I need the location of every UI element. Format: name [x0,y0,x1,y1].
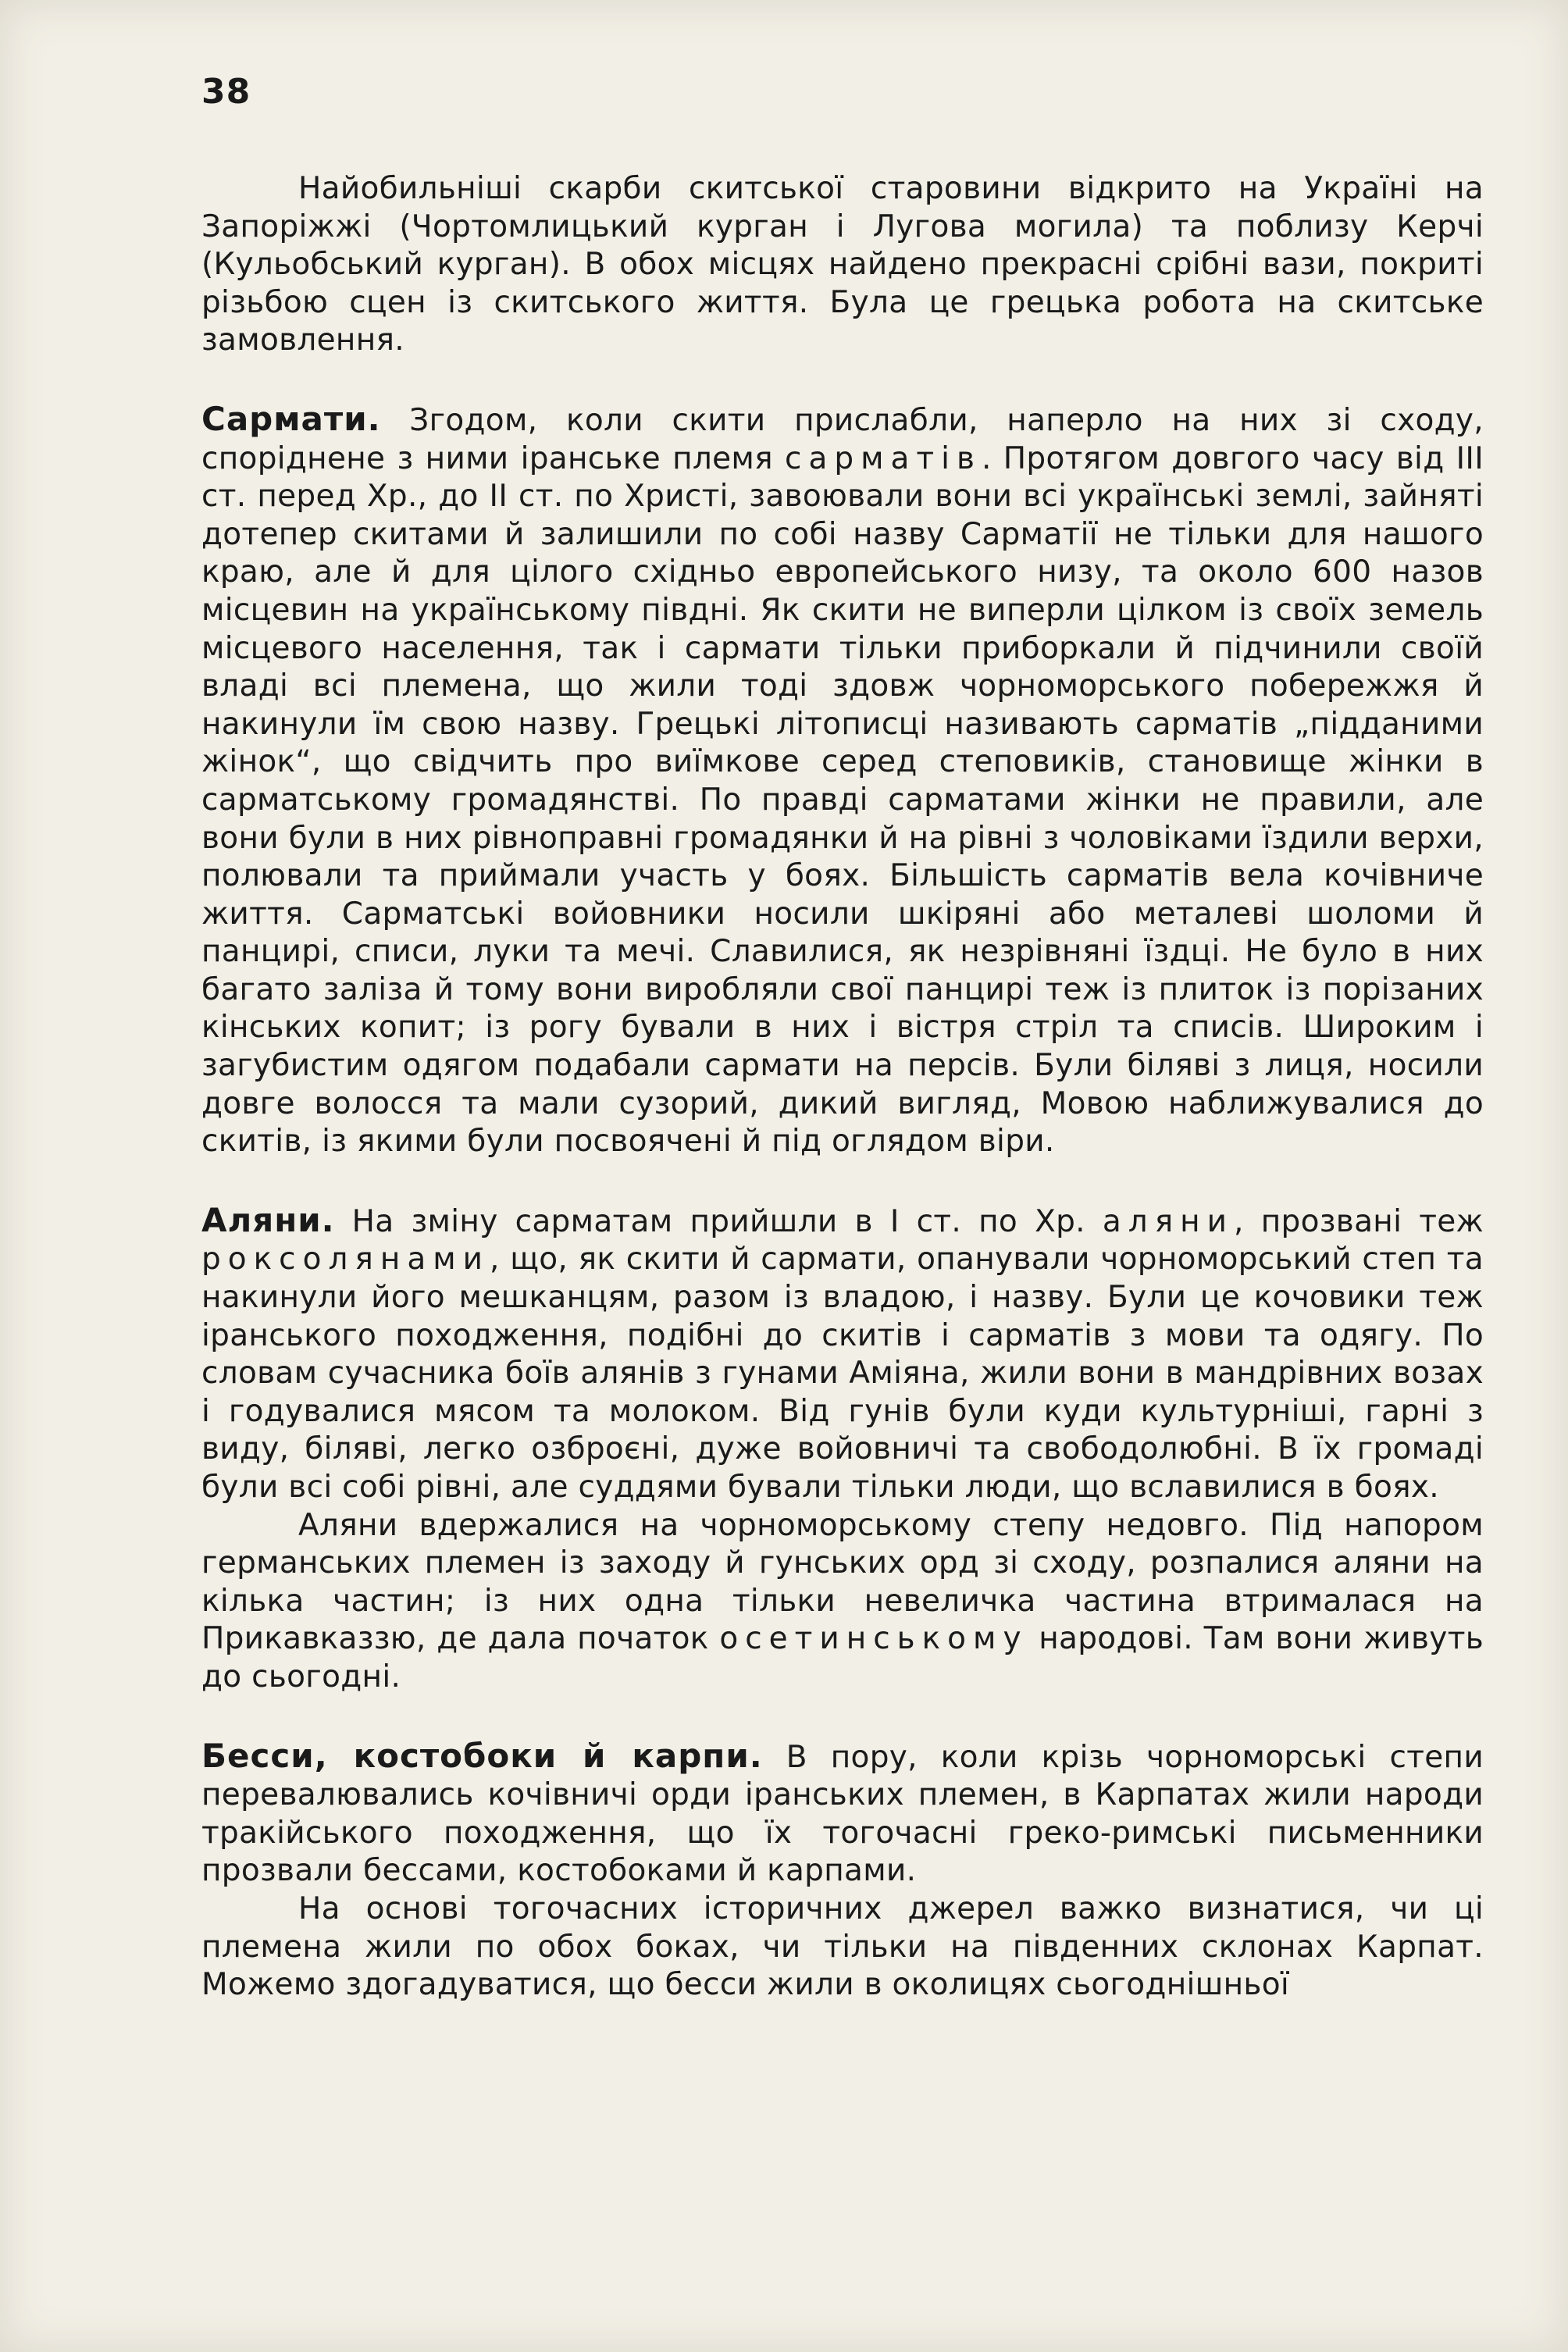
text-run: народові. Там вони живуть до сьогодні. [201,1621,1484,1695]
paragraph-alyany-2 [201,1507,1484,1697]
body-text [201,170,1484,2005]
text-run: На основі тогочасних історичних джерел важко визнатися, чи ці племена жили по обох боках, чи тільки на південних склонах Карпат. Можемо здогадуватися, що бесси жили в околицях сьогоднішньої [201,1891,1484,2003]
spaced-term-roksolyany: роксолянами [201,1242,490,1278]
text-run: , прозвані теж [1234,1203,1484,1239]
page-number: 38 [201,72,251,112]
paragraph-bessy-1 [201,1737,1484,1891]
text-run: Згодом, коли скити прислабли, наперло на них зі сходу, споріднене з ними іранське племя [201,402,1484,476]
paragraph-bessy-2 [201,1891,1484,2005]
section-alyany [201,1202,1484,1697]
text-run: Аляни вдержалися на чорноморському степу недовго. Під напором германських племен із заходу й гунських орд зі сходу, розпалися аляни на кілька частин; із них одна тільки невеличка частина втрималася на Прикавказзю, де дала початок [201,1507,1484,1657]
section-bessy [201,1737,1484,2005]
section-heading-bessy: Бесси, костобоки й карпи. [201,1736,763,1775]
text-run: В пору, коли крізь чорноморські степи перевалювались кочівничі орди іранських племен, в Карпатах жили народи тракійського походження, що їх тогочасні греко-римські письменники прозвали бессами, костобоками й карпами. [201,1739,1484,1889]
paragraph-intro: Найобильніші скарби скитської старовини відкрито на Україні на Запоріжжі (Чортомлицький курган і Лугова могила) та поблизу Керчі (Кульобський курган). В обох місцях найдено прекрасні срібні вази, покриті різьбою сцен із скитського життя. Була це грецька робота на скитське замовлення. [201,171,1484,358]
paragraph-sarmaty-1 [201,401,1484,1161]
section-heading-sarmaty: Сармати. [201,399,381,438]
spaced-term-sarmativ: сарматів [785,440,982,476]
spaced-term-osetynskomu: осетинському [719,1621,1028,1657]
text-run: На зміну сарматам прийшли в I ст. по Хр. [334,1203,1103,1239]
section-sarmaty [201,401,1484,1161]
section-intro [201,170,1484,360]
spaced-term-alyany: аляни [1102,1203,1235,1239]
text-run: . Протягом довгого часу від III ст. перед Хр., до II ст. по Христі, завоювали вони всі українські землі, зайняті дотепер скитами й залишили по собі назву Сарматії не тільки для нашого краю, але й для цілого східньо европейського низу, та около 600 назов місцевин на українському півдні. Як скити не виперли цілком із своїх земель місцевого населення, так і сармати тільки приборкали й підчинили своїй владі всі племена, що жили тоді здовж чорноморського побережжя й накинули їм свою назву. Грецькі літописці називають сарматів „підданими жінок“, що свідчить про виїмкове серед степовиків, становище жінки в сарматському громадянстві. По правді сарматами жінки не правили, але вони були в них рівноправні громадянки й на рівні з чоловіками їздили верхи, полювали та приймали участь у боях. Більшість сарматів вела кочівниче життя. Сарматські войовники носили шкіряні або металеві шоломи й панцирі, списи, луки та мечі. Славилися, як незрівняні їздці. Не було в них багато заліза й тому вони виробляли свої панцирі теж із плиток із порізаних кінських копит; із рогу бували в них і вістря стріл та списів. Широким і загубистим одягом подабали сармати на персів. Були біляві з лиця, носили довге волосся та мали сузорий, дикий вигляд, Мовою наближувалися до скитів, із якими були посвоячені й під оглядом віри. [201,440,1484,1160]
text-run: , що, як скити й сармати, опанували чорноморський степ та накинули його мешканцям, разом із владою, і назву. Були це кочовики теж іранського походження, подібні до скитів і сарматів з мови та одягу. По словам сучасника боїв алянів з гунами Аміяна, жили вони в мандрівних возах і годувалися мясом та молоком. Від гунів були куди культурніші, гарні з виду, біляві, легко озброєні, дуже войовничі та свободолюбні. В їх громаді були всі собі рівні, але суддями бували тільки люди, що вславилися в боях. [201,1242,1484,1505]
paragraph-alyany-1 [201,1202,1484,1507]
section-heading-alyany: Аляни. [201,1200,335,1239]
